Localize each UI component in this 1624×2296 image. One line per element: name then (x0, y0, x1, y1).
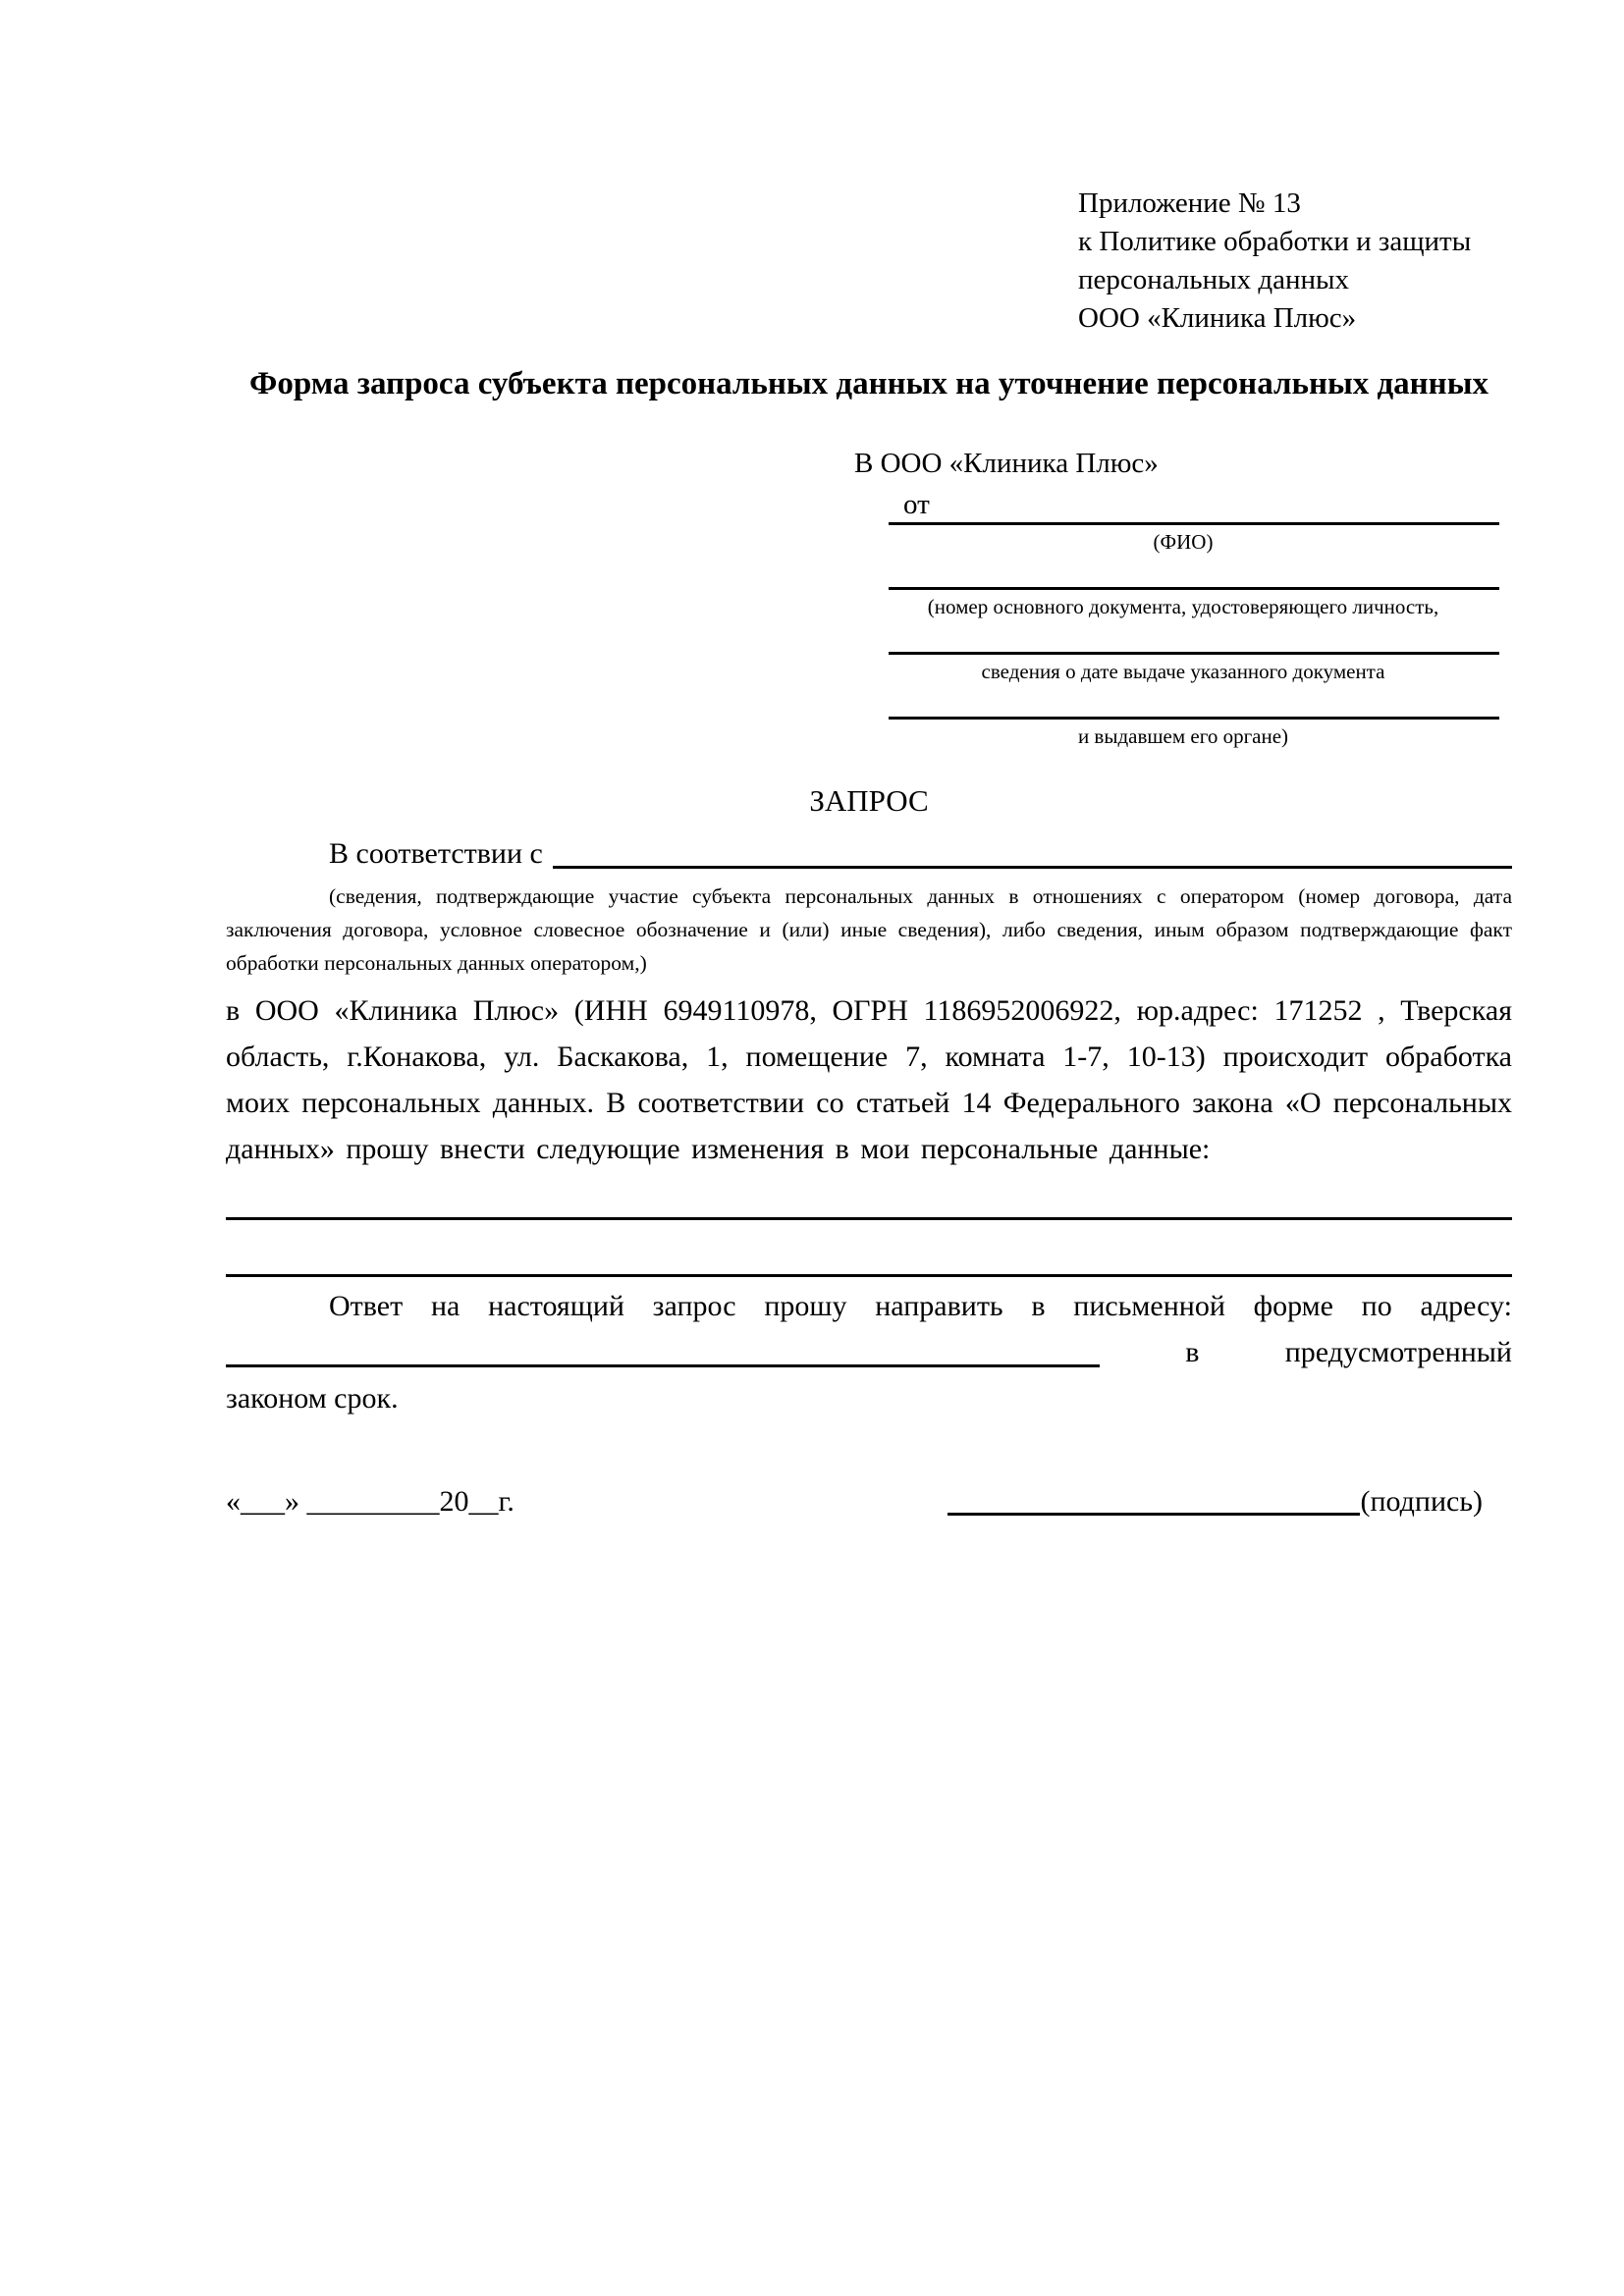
reply-tail-text: законом срок. (226, 1382, 399, 1415)
basis-input-line[interactable] (553, 866, 1512, 869)
addressee-to: В ООО «Клиника Плюс» (854, 448, 1159, 479)
appendix-policy-line: к Политике обработки и защиты (1078, 226, 1472, 257)
appendix-number: Приложение № 13 (1078, 187, 1301, 219)
reply-word-predusmotrennyj: предусмотренный (1284, 1336, 1512, 1368)
appendix-header (1078, 185, 1512, 338)
doc-issuer-field (854, 717, 1512, 750)
doc-number-caption: (номер основного документа, удостоверяющего личность, (927, 595, 1439, 618)
signature-input-line[interactable] (947, 1513, 1360, 1516)
reply-address-text: Ответ на настоящий запрос прошу направить в письменной форме по адресу: (329, 1290, 1512, 1322)
fio-field (854, 522, 1512, 556)
addressee-from-label: от (903, 489, 930, 520)
doc-date-field (854, 652, 1512, 685)
request-heading: ЗАПРОС (809, 783, 929, 818)
doc-issuer-caption: и выдавшем его органе) (1077, 724, 1289, 748)
document-content (226, 185, 1512, 1522)
doc-number-field (854, 587, 1512, 620)
basis-label: В соответствии с (329, 837, 543, 870)
address-input-line[interactable] (226, 1364, 1100, 1367)
fio-caption: (ФИО) (1153, 530, 1214, 554)
addressee-block (854, 446, 1512, 750)
signature-caption: (подпись) (1360, 1485, 1483, 1518)
signature-row (226, 1482, 1512, 1522)
doc-date-caption: сведения о дате выдаче указанного документа (981, 660, 1385, 683)
date-blank-text[interactable]: «___» _________20__г. (226, 1485, 514, 1518)
request-body: в ООО «Клиника Плюс» (ИНН 6949110978, ОГРН 1186952006922, юр.адрес: 171252 , Тверская область, г.Конакова, ул. Баскакова, 1, помещение 7, комната 1-7, 10-13) происходит обработка моих персональных данных. В соответствии со статьей 14 Федерального закона «О персональных данных» прошу внести следующие изменения в мои персональные данные: (226, 994, 1512, 1165)
changes-input-line-1[interactable] (226, 1217, 1512, 1220)
basis-footnote: (сведения, подтверждающие участие субъекта персональных данных в отношениях с оператором (номер договора, дата заключения договора, условное словесное обозначение и (или) иные сведения), либо сведения, иным образом подтверждающие факт обработки персональных данных оператором,) (226, 884, 1512, 975)
reply-address-row (226, 1329, 1512, 1375)
document-title: Форма запроса субъекта персональных данных на уточнение персональных данных (249, 366, 1489, 401)
appendix-policy-line2: персональных данных (1078, 264, 1350, 295)
basis-row (226, 834, 1512, 874)
signature-group (947, 1482, 1483, 1522)
reply-word-v: в (1185, 1336, 1200, 1368)
appendix-company: ООО «Клиника Плюс» (1078, 302, 1357, 334)
changes-input-line-2[interactable] (226, 1274, 1512, 1277)
